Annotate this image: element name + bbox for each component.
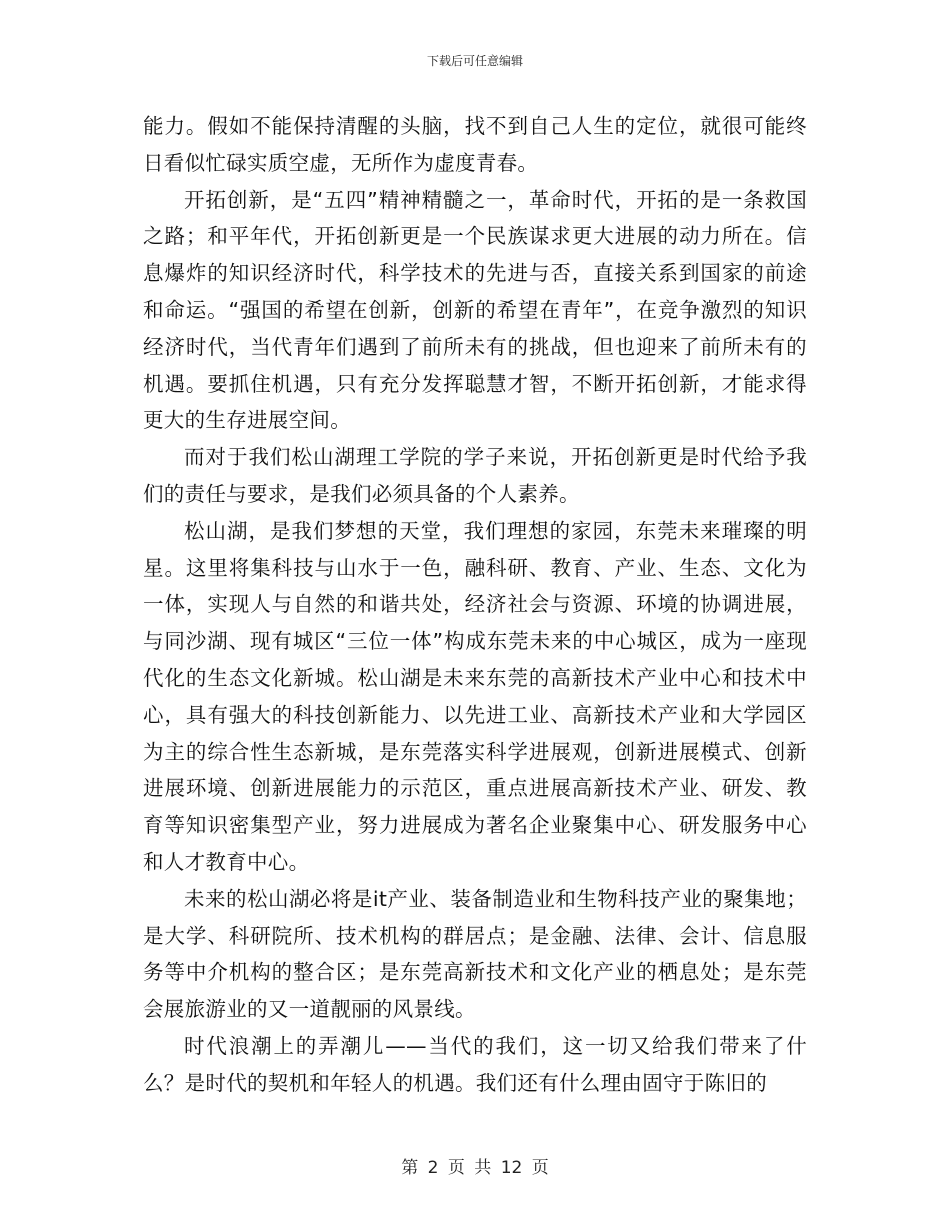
paragraph: 松山湖，是我们梦想的天堂，我们理想的家园，东莞未来璀璨的明星。这里将集科技与山水于一色，融科研、教育、产业、生态、文化为一体，实现人与自然的和谐共处，经济社会与资源、环境的协调进展，与同沙湖、现有城区“三位一体”构成东莞未来的中心城区，成为一座现代化的生态文化新城。松山湖是未来东莞的高新技术产业中心和技术中心，具有强大的科技创新能力、以先进工业、高新技术产业和大学园区为主的综合性生态新城，是东莞落实科学进展观，创新进展模式、创新进展环境、创新进展能力的示范区，重点进展高新技术产业、研发、教育等知识密集型产业，努力进展成为著名企业聚集中心、研发服务中心和人才教育中心。 xyxy=(143,518,807,874)
page-number: 第 2 页 共 12 页 xyxy=(401,1158,549,1178)
paragraph: 而对于我们松山湖理工学院的学子来说，开拓创新更是时代给予我们的责任与要求，是我们必须具备的个人素养。 xyxy=(143,445,807,506)
header-note: 下载后可任意编辑 xyxy=(426,54,523,68)
paragraph: 开拓创新，是“五四”精神精髓之一，革命时代，开拓的是一条救国之路；和平年代，开拓创新更是一个民族谋求更大进展的动力所在。信息爆炸的知识经济时代，科学技术的先进与否，直接关系到国家的前途和命运。“强国的希望在创新，创新的希望在青年”，在竞争激烈的知识经济时代，当代青年们遇到了前所未有的挑战，但也迎来了前所未有的机遇。要抓住机遇，只有充分发挥聪慧才智，不断开拓创新，才能求得更大的生存进展空间。 xyxy=(143,187,807,433)
paragraph: 时代浪潮上的弄潮儿——当代的我们，这一切又给我们带来了什么？是时代的契机和年轻人的机遇。我们还有什么理由固守于陈旧的 xyxy=(143,1033,807,1095)
document-body xyxy=(143,108,807,1102)
paragraph: 未来的松山湖必将是it产业、装备制造业和生物科技产业的聚集地；是大学、科研院所、技术机构的群居点；是金融、法律、会计、信息服务等中介机构的整合区；是东莞高新技术和文化产业的栖息处；是东莞会展旅游业的又一道靓丽的风景线。 xyxy=(143,886,807,1022)
paragraph: 能力。假如不能保持清醒的头脑，找不到自己人生的定位，就很可能终日看似忙碌实质空虚，无所作为虚度青春。 xyxy=(143,114,807,175)
